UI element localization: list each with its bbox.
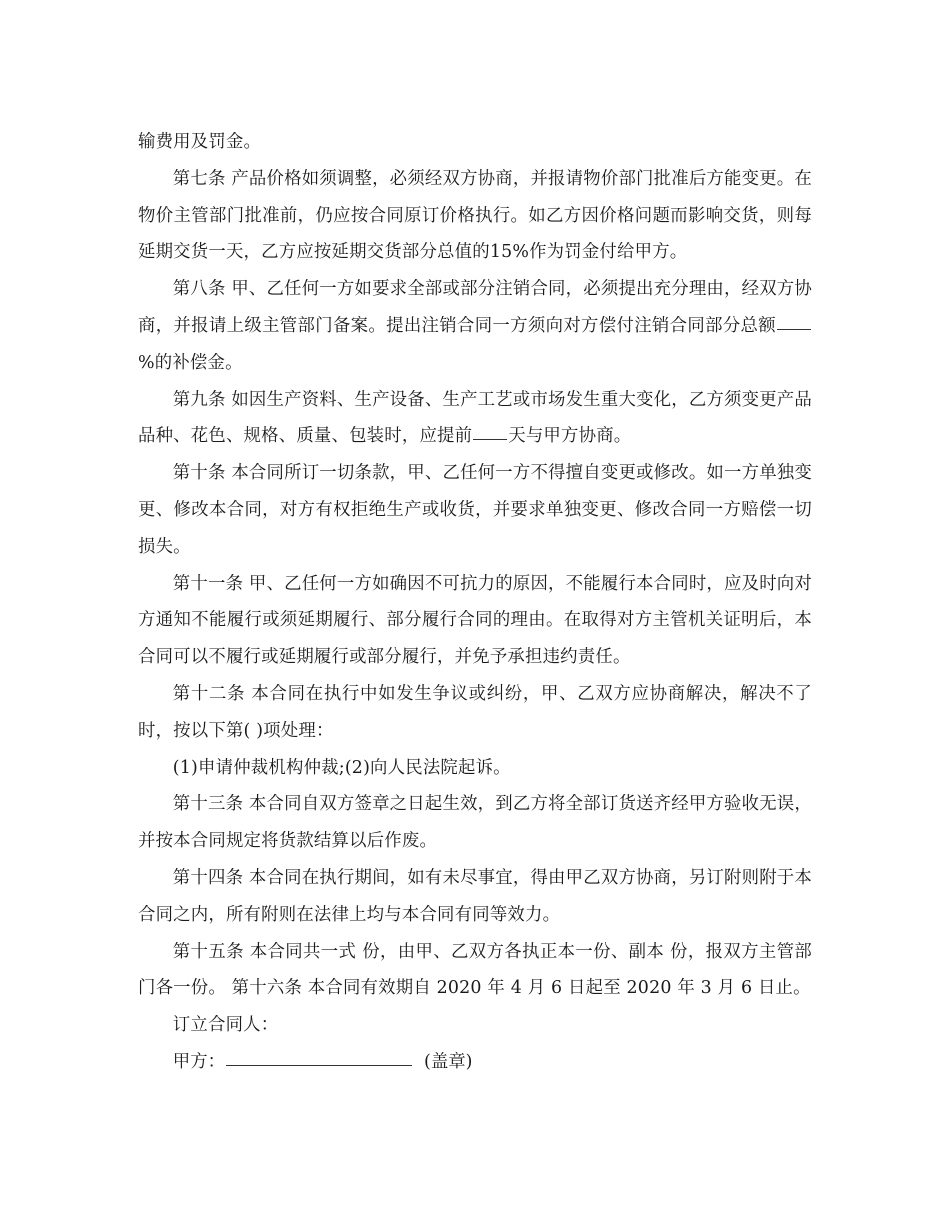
article-9-text-end: 天与甲方协商。 <box>508 426 632 447</box>
article-12-options: (1)申请仲裁机构仲裁;(2)向人民法院起诉。 <box>172 757 511 778</box>
article-14: 第十四条 本合同在执行期间，如有未尽事宜，得由甲乙双方协商，另订附则附于本合同之内，所有附则在法律上均与本合同有同等效力。 <box>138 867 812 925</box>
contract-page <box>138 124 812 1081</box>
article-15-16: 第十五条 本合同共一式 份，由甲、乙双方各执正本一份、副本 份，报双方主管部门各一份。 第十六条 本合同有效期自 2020 年 4 月 6 日起至 2020 年 3 月 6 日止。 <box>138 941 812 999</box>
article-7: 第七条 产品价格如须调整，必须经双方协商，并报请物价部门批准后方能变更。在物价主管部门批准前，仍应按合同原订价格执行。如乙方因价格问题而影响交货，则每延期交货一天，乙方应按延期交货部分总值的15%作为罚金付给甲方。 <box>138 168 812 263</box>
party-a-signature-blank <box>226 1064 412 1066</box>
article-8 <box>138 271 812 381</box>
paragraph-continuation: 输费用及罚金。 <box>138 132 262 152</box>
party-a-label: 甲方： <box>172 1051 225 1072</box>
article-9-text: 第九条 如因生产资料、生产设备、生产工艺或市场发生重大变化，乙方须变更产品品种、花色、规格、质量、包装时，应提前 <box>138 389 812 447</box>
article-13: 第十三条 本合同自双方签章之日起生效，到乙方将全部订货送齐经甲方验收无误，并按本合同规定将货款结算以后作废。 <box>138 794 812 852</box>
days-blank <box>473 438 507 440</box>
signatories-heading: 订立合同人： <box>172 1015 279 1036</box>
article-10: 第十条 本合同所订一切条款，甲、乙任何一方不得擅自变更或修改。如一方单独变更、修改本合同，对方有权拒绝生产或收货，并要求单独变更、修改合同一方赔偿一切损失。 <box>138 463 812 557</box>
article-11: 第十一条 甲、乙任何一方如确因不可抗力的原因，不能履行本合同时，应及时向对方通知不能履行或须延期履行、部分履行合同的理由。在取得对方主管机关证明后，本合同可以不履行或延期履行或部分履行，并免予承担违约责任。 <box>138 573 812 668</box>
percentage-blank <box>777 328 811 330</box>
article-12: 第十二条 本合同在执行中如发生争议或纠纷，甲、乙双方应协商解决，解决不了时，按以下第( )项处理： <box>138 683 812 741</box>
article-8-text: 第八条 甲、乙任何一方如要求全部或部分注销合同，必须提出充分理由，经双方协商，并报请上级主管部门备案。提出注销合同一方须向对方偿付注销合同部分总额 <box>138 279 812 336</box>
article-9 <box>138 382 812 456</box>
party-a-seal: (盖章) <box>424 1051 473 1072</box>
party-a-signature-line <box>138 1044 812 1081</box>
article-8-text-end: %的补偿金。 <box>138 352 243 373</box>
